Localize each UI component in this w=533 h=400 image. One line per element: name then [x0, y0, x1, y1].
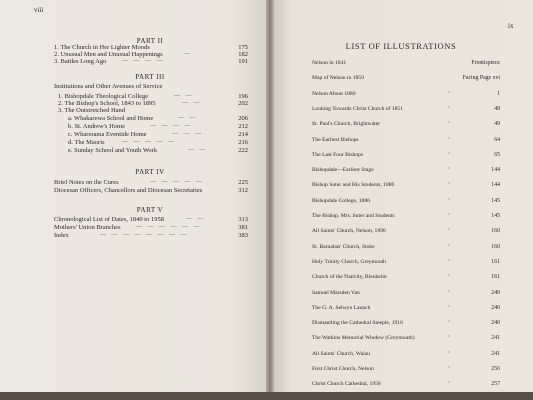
- right-page: [270, 0, 533, 392]
- illustration-entry: All Saints' Church, Waiau: [312, 350, 370, 357]
- leader: — —: [188, 147, 208, 153]
- gutter: [266, 0, 274, 392]
- toc-entry: d. The Maoris: [68, 139, 105, 146]
- toc-entry: e. Sunday School and Youth Work: [68, 147, 158, 154]
- toc-page: 214: [238, 131, 248, 138]
- table-edge: [0, 392, 533, 400]
- ditto-mark: ": [448, 105, 457, 112]
- toc-page: 212: [238, 123, 248, 130]
- illustration-entry: The Watkins Memorial Window (Greymouth): [312, 335, 415, 342]
- ditto-mark: ": [448, 197, 457, 204]
- ditto-mark: ": [448, 350, 457, 357]
- toc-entry: 2. Unusual Men and Unusual Happenings: [54, 51, 163, 58]
- toc-page: 196: [238, 93, 248, 100]
- illustration-page: 257: [491, 381, 500, 388]
- illustration-page: 64: [494, 136, 500, 143]
- illustrations-title: LIST OF ILLUSTRATIONS: [345, 41, 457, 51]
- illustration-page: 240: [491, 289, 500, 296]
- illustration-entry: Christ Church Cathedral, 1958: [312, 381, 381, 388]
- illustration-entry: Holy Trinity Church, Greymouth: [312, 258, 386, 265]
- page-number-left: viii: [34, 6, 44, 14]
- toc-page: 182: [238, 51, 248, 58]
- illustration-page: 144: [491, 182, 500, 189]
- leader: — — — — — —: [136, 224, 202, 230]
- illustration-page: 49: [494, 121, 500, 128]
- toc-page: 222: [238, 147, 248, 154]
- leader: — —: [178, 115, 198, 121]
- page-number-right: ix: [508, 22, 514, 30]
- illustration-entry: St. Paul's Church, Brightwater: [312, 121, 380, 128]
- leader: — — — —: [150, 123, 193, 129]
- ditto-mark: ": [448, 182, 457, 189]
- illustration-entry: Samuel Marsden Van: [312, 289, 360, 296]
- illustration-page: 1: [497, 90, 500, 97]
- ditto-mark: ": [448, 136, 457, 143]
- ditto-mark: ": [448, 243, 457, 250]
- toc-entry: c. Wharerama Eventide Home: [68, 131, 147, 138]
- toc-page: 175: [238, 44, 248, 51]
- leader: — — — —: [122, 58, 165, 64]
- illustration-entry: Dismantling the Cathedral Steeple, 1916: [312, 320, 403, 327]
- toc-intro: Institutions and Other Avenues of Service: [54, 83, 163, 90]
- leader: — —: [186, 216, 206, 222]
- illustration-page: 161: [491, 274, 500, 281]
- toc-page: 381: [238, 224, 248, 231]
- toc-page: 312: [238, 187, 248, 194]
- part-iv-heading: PART IV: [135, 168, 165, 176]
- illustration-entry: Bishop Suter and His Students, 1880: [312, 182, 395, 189]
- illustration-page: Facing Page xvi: [462, 75, 500, 82]
- toc-entry: Diocesan Officers, Chancellors and Diocesan Secretaries: [54, 187, 203, 194]
- ditto-mark: ": [448, 289, 457, 296]
- leader: — — — — —: [150, 179, 204, 185]
- illustration-page: 241: [491, 350, 500, 357]
- toc-entry: a. Whakarewa School and Home: [68, 115, 154, 122]
- illustration-page: 240: [491, 320, 500, 327]
- illustration-page: 144: [491, 167, 500, 174]
- toc-page: 202: [238, 100, 248, 107]
- illustration-entry: Looking Towards Christ Church of 1851: [312, 105, 404, 112]
- illustration-entry: The Bishop, Mrs. Suter and Students: [312, 213, 395, 219]
- toc-page: 383: [238, 232, 248, 239]
- illustration-entry: Nelson About 1880: [312, 90, 356, 97]
- leader: — — —: [172, 131, 203, 137]
- toc-entry: Index: [54, 232, 69, 239]
- toc-entry: 3. The Outstretched Hand: [58, 107, 126, 114]
- illustration-page: 145: [491, 213, 500, 219]
- illustration-page: 161: [491, 258, 500, 265]
- ditto-mark: ": [448, 228, 457, 235]
- ditto-mark: ": [448, 366, 457, 372]
- toc-entry: Mothers' Union Branches: [54, 224, 121, 231]
- ditto-mark: ": [448, 90, 457, 97]
- leader: — —: [174, 93, 194, 99]
- part-v-heading: PART V: [136, 206, 164, 214]
- left-page: [0, 0, 270, 392]
- ditto-mark: ": [448, 381, 457, 388]
- illustration-entry: The G. A. Selwyn Launch: [312, 304, 371, 311]
- toc-page: 206: [238, 115, 248, 122]
- ditto-mark: ": [448, 258, 457, 265]
- leader: — — — — —: [122, 139, 176, 145]
- ditto-mark: ": [448, 320, 457, 327]
- illustration-page: Frontispiece: [471, 60, 500, 66]
- toc-entry: 1. The Church in Her Lighter Moods: [54, 44, 150, 51]
- illustration-entry: Church of the Nativity, Blenheim: [312, 274, 387, 281]
- illustration-entry: First Christ Church, Nelson: [312, 366, 374, 372]
- illustration-page: 65: [494, 151, 500, 158]
- illustration-entry: Map of Nelson in 1859: [312, 75, 364, 82]
- ditto-mark: ": [448, 151, 457, 158]
- toc-page: 225: [238, 179, 248, 186]
- toc-entry: b. St. Andrew's Home: [68, 123, 125, 130]
- illustration-page: 241: [491, 335, 500, 342]
- ditto-mark: ": [448, 274, 457, 281]
- toc-entry: Brief Notes on the Cures: [54, 179, 119, 186]
- illustration-page: 145: [491, 197, 500, 204]
- part-ii-heading: PART II: [136, 37, 164, 45]
- leader: — — — — — — — —: [100, 232, 189, 238]
- illustration-page: 256: [491, 366, 500, 372]
- toc-page: 313: [238, 216, 248, 223]
- ditto-mark: ": [448, 167, 457, 174]
- leader: — —: [182, 100, 202, 106]
- ditto-mark: ": [448, 121, 457, 128]
- toc-entry: Chronological List of Dates, 1840 to 1958: [54, 216, 164, 223]
- ditto-mark: ": [448, 304, 457, 311]
- illustration-page: 160: [491, 228, 500, 235]
- ditto-mark: ": [448, 213, 457, 219]
- illustration-entry: Bishopdale—Earliest Stage: [312, 167, 374, 174]
- illustration-page: 160: [491, 243, 500, 250]
- toc-page: 191: [238, 58, 248, 65]
- illustration-entry: The Earliest Bishops: [312, 136, 359, 143]
- illustration-page: 240: [491, 304, 500, 311]
- illustration-entry: The Last Four Bishops: [312, 151, 364, 158]
- toc-entry: 2. The Bishop's School, 1843 to 1895: [58, 100, 156, 107]
- illustration-entry: Bishopdale College, 1886: [312, 197, 370, 204]
- illustration-entry: Nelson in 1841: [312, 60, 347, 66]
- part-iii-heading: PART III: [135, 73, 165, 81]
- illustration-entry: All Saints' Church, Nelson, 1890: [312, 228, 386, 235]
- illustration-page: 48: [494, 105, 500, 112]
- ditto-mark: ": [448, 335, 457, 342]
- toc-entry: 1. Bishopdale Theological College: [58, 93, 149, 100]
- leader: —: [184, 51, 192, 57]
- toc-page: 216: [238, 139, 248, 146]
- illustration-entry: St. Barnabas' Church, Stoke: [312, 243, 375, 250]
- toc-entry: 3. Battles Long Ago: [54, 58, 107, 65]
